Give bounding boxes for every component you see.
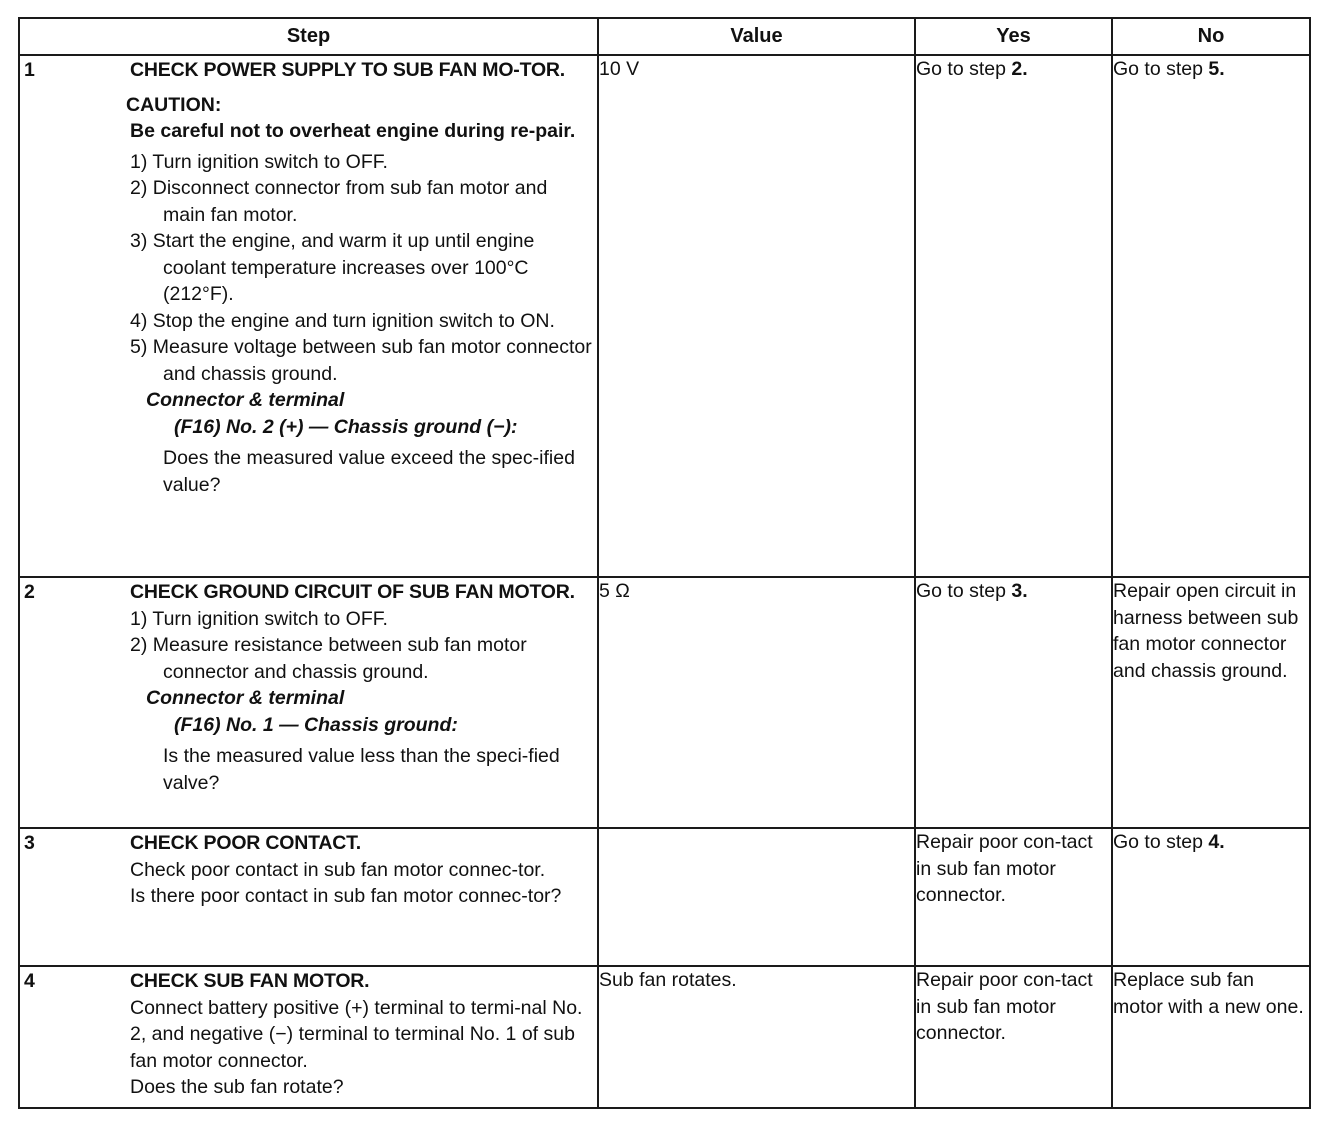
step-body: Check poor contact in sub fan motor connec-tor. xyxy=(130,858,546,881)
table-row xyxy=(19,577,1310,828)
substep-list xyxy=(130,606,593,686)
no-cell xyxy=(1112,828,1310,966)
no-cell: Repair open circuit in harness between sub fan motor connector and chassis ground. xyxy=(1112,577,1310,828)
step-cell xyxy=(19,966,598,1108)
step-title: CHECK POOR CONTACT. xyxy=(130,832,361,854)
no-cell: Replace sub fan motor with a new one. xyxy=(1112,966,1310,1108)
yes-text: Go to step xyxy=(916,58,1006,80)
no-step-ref: 5. xyxy=(1208,58,1225,80)
no-step-ref: 4. xyxy=(1208,831,1225,853)
step-body: Connect battery positive (+) terminal to termi-nal No. 2, and negative (−) terminal to terminal No. 1 of sub fan motor connector. xyxy=(130,996,583,1072)
step-title: CHECK POWER SUPPLY TO SUB FAN MO-TOR. xyxy=(130,59,566,81)
substep-item: 4) Stop the engine and turn ignition switch to ON. xyxy=(130,309,555,332)
step-question: Does the measured value exceed the spec-ified value? xyxy=(163,447,575,496)
substep-item: 1) Turn ignition switch to OFF. xyxy=(130,607,388,630)
yes-cell xyxy=(915,577,1112,828)
header-step: Step xyxy=(19,18,598,55)
step-number: 2 xyxy=(24,581,35,603)
connector-heading: Connector & terminal xyxy=(146,687,345,709)
step-number: 1 xyxy=(24,59,35,81)
substep-item: 5) Measure voltage between sub fan motor connector and chassis ground. xyxy=(130,336,592,385)
step-cell xyxy=(19,55,598,577)
value-cell xyxy=(598,828,915,966)
step-title: CHECK GROUND CIRCUIT OF SUB FAN MOTOR. xyxy=(130,581,575,603)
step-question: Does the sub fan rotate? xyxy=(130,1076,344,1098)
yes-cell: Repair poor con-tact in sub fan motor connector. xyxy=(915,828,1112,966)
header-row xyxy=(19,18,1310,55)
step-number: 3 xyxy=(24,832,35,854)
substep-item: 3) Start the engine, and warm it up until engine coolant temperature increases over 100°C (212°F). xyxy=(130,230,535,305)
no-cell xyxy=(1112,55,1310,577)
header-yes: Yes xyxy=(915,18,1112,55)
step-cell xyxy=(19,577,598,828)
substep-item: 2) Measure resistance between sub fan motor connector and chassis ground. xyxy=(130,634,527,683)
connector-terminal: (F16) No. 1 — Chassis ground: xyxy=(174,713,458,736)
connector-heading: Connector & terminal xyxy=(146,389,345,411)
yes-text: Go to step xyxy=(916,580,1006,602)
yes-cell: Repair poor con-tact in sub fan motor connector. xyxy=(915,966,1112,1108)
table-row xyxy=(19,966,1310,1108)
diagnostic-table xyxy=(18,17,1311,1109)
caution-heading: CAUTION: xyxy=(126,93,222,116)
yes-step-ref: 3. xyxy=(1011,580,1028,602)
table-row xyxy=(19,55,1310,577)
substep-item: 1) Turn ignition switch to OFF. xyxy=(130,150,388,173)
no-text: Go to step xyxy=(1113,58,1203,80)
connector-terminal: (F16) No. 2 (+) — Chassis ground (−): xyxy=(174,415,518,438)
substep-item: 2) Disconnect connector from sub fan motor and main fan motor. xyxy=(130,177,548,226)
value-cell: Sub fan rotates. xyxy=(598,966,915,1108)
step-question: Is the measured value less than the speci-fied valve? xyxy=(163,745,560,794)
caution-text: Be careful not to overheat engine during re-pair. xyxy=(130,120,576,142)
value-cell: 10 V xyxy=(598,55,915,577)
value-cell: 5 Ω xyxy=(598,577,915,828)
step-question: Is there poor contact in sub fan motor connec-tor? xyxy=(130,885,562,907)
step-title: CHECK SUB FAN MOTOR. xyxy=(130,970,370,992)
yes-cell xyxy=(915,55,1112,577)
step-number: 4 xyxy=(24,970,35,992)
table-row xyxy=(19,828,1310,966)
header-value: Value xyxy=(598,18,915,55)
header-no: No xyxy=(1112,18,1310,55)
no-text: Go to step xyxy=(1113,831,1203,853)
yes-step-ref: 2. xyxy=(1011,58,1028,80)
substep-list xyxy=(130,149,593,388)
step-cell xyxy=(19,828,598,966)
